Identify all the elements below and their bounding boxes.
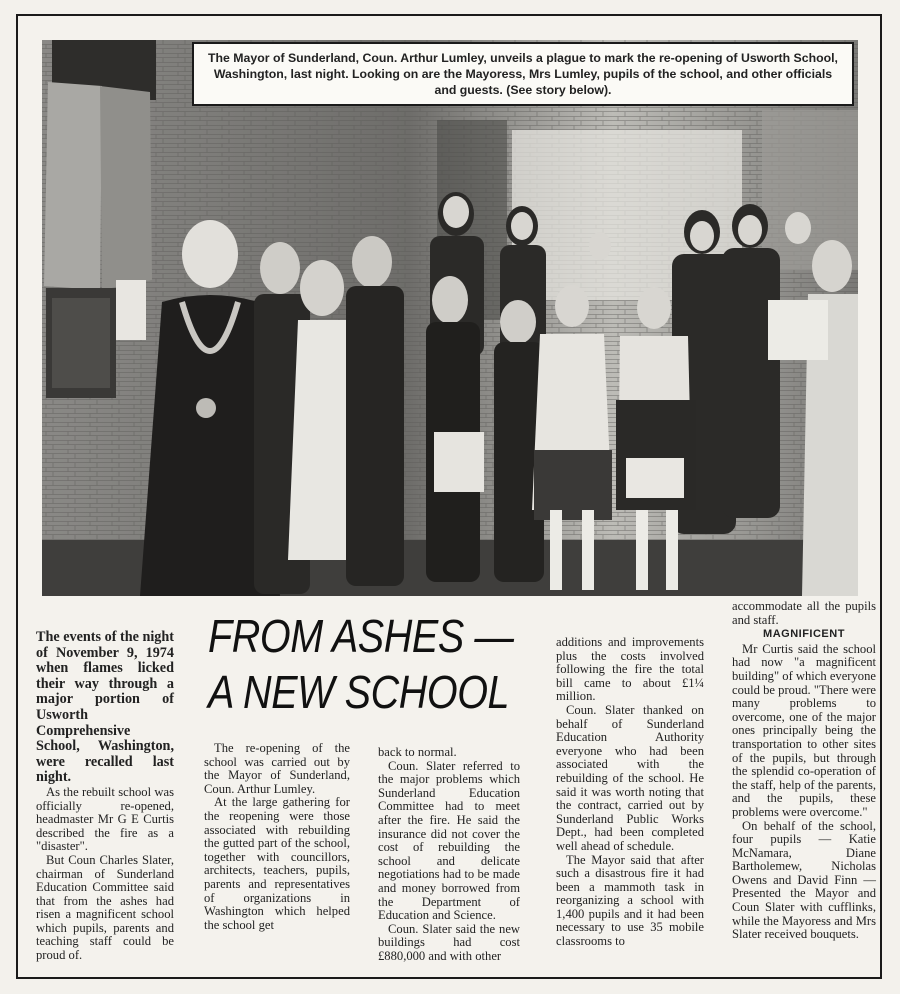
headline-line-1: FROM ASHES —	[208, 610, 514, 662]
photo-scene	[42, 40, 858, 596]
column-2-paragraph: The re-opening of the school was carried out by the Mayor of Sunderland, Coun. Arthur Lumley.	[204, 741, 350, 796]
article-column-4	[556, 636, 704, 949]
photo-caption: The Mayor of Sunderland, Coun. Arthur Lumley, unveils a plague to mark the re-opening of Usworth School, Washington, last night. Looking on are the Mayoress, Mrs Lumley, pupils of the school, and other officials and guests. (See story below).	[192, 42, 854, 106]
column-1-paragraph: As the rebuilt school was officially re-opened, headmaster Mr G E Curtis described the fire as a "disaster".	[36, 784, 174, 854]
column-3-paragraph: Coun. Slater said the new buildings had cost £880,000 and with other	[378, 921, 520, 963]
column-3-paragraph: back to normal.	[378, 745, 457, 759]
column-4-paragraph: Coun. Slater thanked on behalf of Sunderland Education Authority everyone who had been associated with the rebuilding of the school. He said it was worth noting that the contract, carried out by Sunderland Public Works Dept., had been completed well ahead of schedule.	[556, 702, 704, 853]
news-photograph	[42, 40, 858, 596]
column-5-paragraph: On behalf of the school, four pupils — Katie McNamara, Diane Bartholemew, Nicholas Owens and David Finn — Presented the Mayor and Coun Slater with cufflinks, while the Mayoress and Mrs Slater received bouquets.	[732, 818, 876, 942]
article-lead: The events of the night of November 9, 1974 when flames licked their way through a major portion of Usworth Comprehensive School, Washington, were recalled last night.	[36, 629, 174, 786]
column-5-continuation: accommodate all the pupils and staff.	[732, 599, 876, 627]
headline-line-2: A NEW SCHOOL	[208, 666, 510, 718]
article-column-1	[36, 630, 174, 963]
column-4-paragraph: additions and improvements plus the costs involved following the fire the total bill came to about £1¼ million.	[556, 635, 704, 704]
column-5-paragraph: Mr Curtis said the school had now "a magnificent building" of which everyone could be proud. "There were many problems to overcome, one of the major ones principally being the transportation to other sites of the pupils, but through the splendid co-operation of the staff, help of the parents, and the pupils, these problems were overcome."	[732, 641, 876, 819]
column-3-paragraph: Coun. Slater referred to the major problems which Sunderland Education Committee had to meet after the fire. He said the insurance did not cover the cost of rebuilding the school and delicate negotiations had to be made and money borrowed from the Department of Education and Science.	[378, 758, 520, 923]
column-2-paragraph: At the large gathering for the reopening were those associated with rebuilding the gutted part of the school, together with councillors, architects, teachers, pupils, parents and representatives of organizations in Washington which helped the school get	[204, 795, 350, 932]
column-1-paragraph: But Coun Charles Slater, chairman of Sunderland Education Committee said that from the ashes had risen a magnificent school which pupils, parents and teaching staff could be proud of.	[36, 852, 174, 963]
article-column-5	[732, 600, 876, 942]
article-headline	[208, 608, 514, 726]
article-column-3	[378, 746, 520, 964]
column-4-paragraph: The Mayor said that after such a disastrous fire it had been a mammoth task in reorganizing a school with 1,400 pupils and it had been necessary to use 35 mobile classrooms to	[556, 852, 704, 949]
article-column-2	[204, 742, 350, 932]
subheading: MAGNIFICENT	[763, 628, 845, 641]
